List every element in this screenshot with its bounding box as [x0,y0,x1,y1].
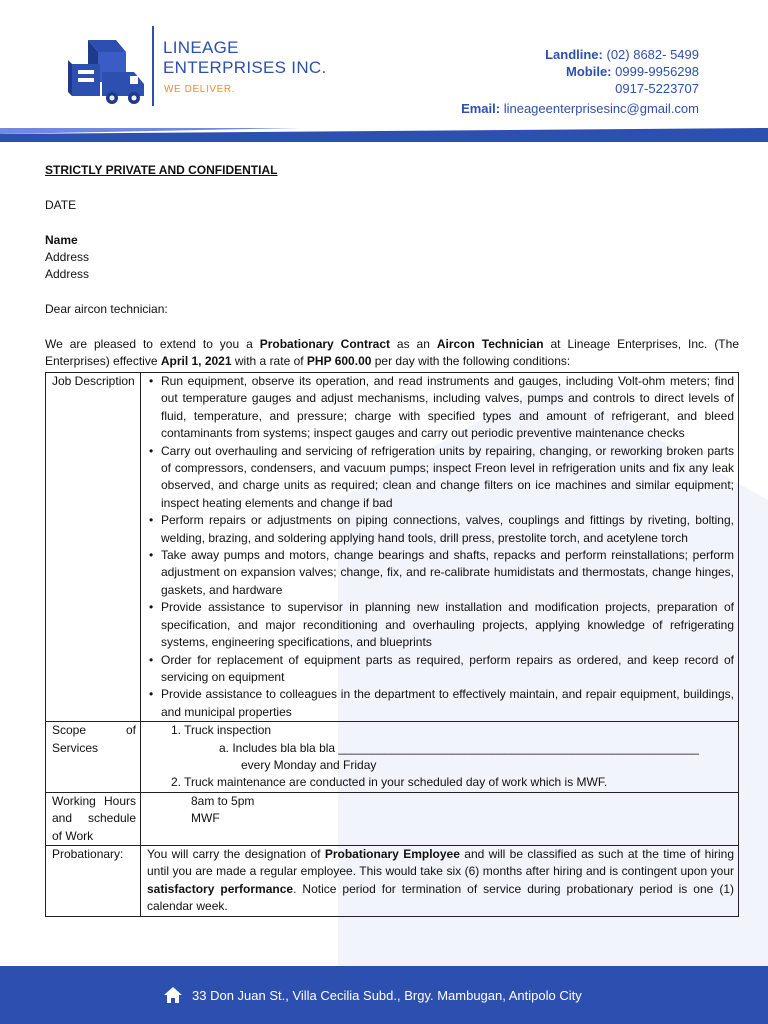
scope-item-1: 1. Truck inspection [171,723,272,738]
footer-address: 33 Don Juan St., Villa Cecilia Subd., Brgy. Mambugan, Antipolo City [192,988,582,1003]
recipient-address-1: Address [45,250,90,264]
contact-block [461,46,699,117]
probationary-label: Probationary: [46,845,141,916]
header-stripe [0,128,768,142]
salutation: Dear aircon technician: [45,302,168,316]
list-item: • Provide assistance to supervisor in planning new installation and modification projects, preparation of specification, and major reconditioning and overhauling projects, applying knowledge of refrigerating systems, engineering specifications, and blueprints [161,599,734,651]
table-row [46,792,739,845]
job-description-cell [141,373,739,722]
landline-value: (02) 8682- 5499 [606,47,699,62]
footer-bar [0,966,768,1024]
scope-item-1a-cont: every Monday and Friday [241,757,377,772]
list-item: • Order for replacement of equipment parts as required, perform repairs as ordered, and keep record of servicing on equipment [161,652,734,687]
company-name-line2: ENTERPRISES INC. [163,58,327,77]
confidential-heading: STRICTLY PRIVATE AND CONFIDENTIAL [45,163,278,177]
hours-cell [141,792,739,845]
job-description-label: Job Description [46,373,141,722]
probationary-cell: You will carry the designation of Probationary Employee and will be classified as such at the time of hiring until you are made a regular employee. This would take six (6) months after hiring and is contingent upon your satisfactory performance. Notice period for termination of service during probationary period is one (1) calendar week. [141,845,739,916]
mobile-value-2: 0917-5223707 [615,81,699,96]
intro-paragraph: We are pleased to extend to you a Probationary Contract as an Aircon Technician at Lineage Enterprises, Inc. (The Enterprises) effective April 1, 2021 with a rate of PHP 600.00 per day with the following conditions: [45,337,739,368]
date-line: DATE [45,198,77,212]
conditions-table [45,372,739,917]
list-item: • Perform repairs or adjustments on piping connections, valves, couplings and fittings by riveting, bolting, welding, brazing, and soldering applying hand tools, drill press, prestolite torch, and acetylene torch [161,512,734,547]
scope-item-1a: a. Includes bla bla bla ______________________________________________________ [219,740,699,755]
truck-box-logo-icon [64,38,148,106]
table-row [46,373,739,722]
list-item: • Provide assistance to colleagues in the department to effectively maintain, and repair equipment, buildings, and municipal properties [161,686,734,721]
mobile-value: 0999-9956298 [615,64,699,79]
job-list [147,373,734,721]
email-value: lineageenterprisesinc@gmail.com [503,101,699,116]
brand-divider [152,26,154,106]
letter-body [45,162,739,370]
list-item: • Take away pumps and motors, change bearings and shafts, repacks and perform reinstallations; perform adjustment on expansion valves; change, fix, and re-calibrate humidistats and thermostats, change hinges, gaskets, and hardware [161,547,734,599]
hours-time: 8am to 5pm [191,793,255,808]
email-label: Email: [461,101,501,116]
scope-item-2: 2. Truck maintenance are conducted in your scheduled day of work which is MWF. [171,775,608,790]
hours-days: MWF [191,811,220,826]
landline-label: Landline: [545,47,603,62]
list-item: • Run equipment, observe its operation, and read instruments and gauges, including Volt-ohm meters; find out temperature gauges and adjust mechanisms, including valves, pumps and controls to direct levels of fluid, temperature, and pressure; charge with specified types and amount of refrigerant, and bleed contaminants from systems; inspect gauges and carry out periodic preventive maintenance checks [161,373,734,443]
list-item: • Carry out overhauling and servicing of refrigeration units by repairing, changing, or reworking broken parts of compressors, condensers, and vacuum pumps; inspect Freon level in refrigeration units and fix any leak observed, and charge units as required; clean and change filters on ice machines and similar equipment; inspect heating elements and change if bad [161,443,734,513]
recipient-address-2: Address [45,267,90,281]
company-name [163,38,327,78]
mobile-label: Mobile: [566,64,612,79]
scope-cell [141,722,739,793]
scope-label: Scope of Services [46,722,141,793]
recipient-name: Name [45,233,78,247]
table-row [46,845,739,916]
letterhead [0,0,768,142]
company-name-line1: LINEAGE [163,38,239,57]
table-row [46,722,739,793]
company-tagline: WE DELIVER. [164,84,236,95]
hours-label: Working Hours and schedule of Work [46,792,141,845]
home-icon [164,987,182,1003]
